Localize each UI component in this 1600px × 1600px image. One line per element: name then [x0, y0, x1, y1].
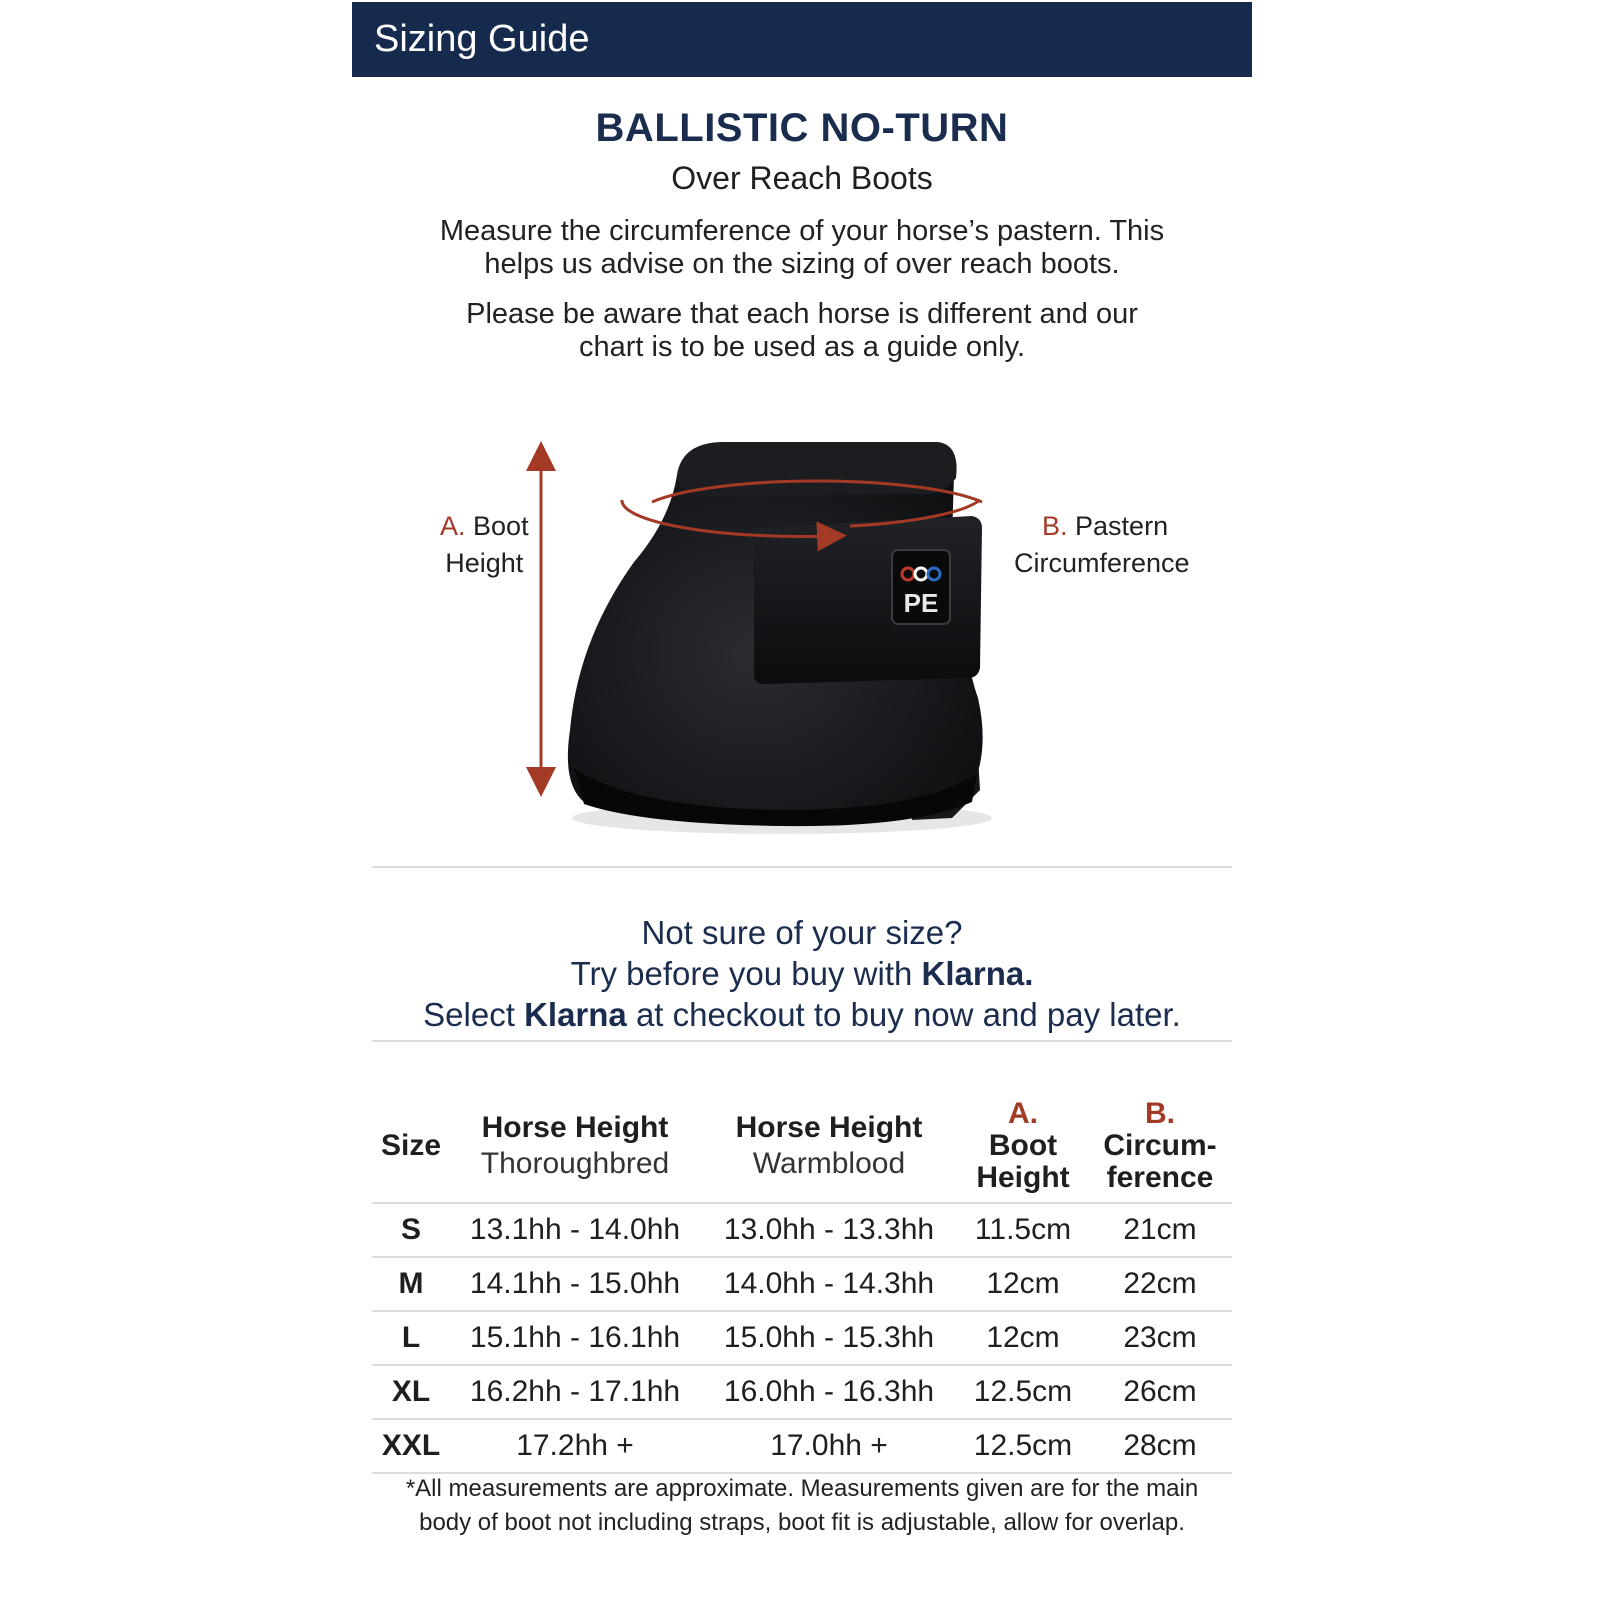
col-header-size: Size — [380, 1129, 442, 1162]
cell-circumference: 23cm — [1123, 1321, 1197, 1354]
header-bar — [352, 2, 1252, 77]
promo-line-2 — [352, 953, 1252, 994]
label-b-line1: Pastern — [1075, 511, 1169, 541]
label-a-line2: Height — [445, 548, 524, 578]
boot-illustration — [352, 430, 1252, 860]
cell-boot-height: 12cm — [986, 1267, 1060, 1300]
cell-warmblood: 15.0hh - 15.3hh — [723, 1321, 935, 1354]
cell-warmblood: 14.0hh - 14.3hh — [723, 1267, 935, 1300]
cell-boot-height: 12.5cm — [973, 1375, 1073, 1408]
disclaimer-line: Please be aware that each horse is different and our — [466, 298, 1138, 330]
cell-size: XL — [391, 1375, 431, 1408]
klarna-promo — [352, 912, 1252, 1035]
cell-warmblood: 16.0hh - 16.3hh — [723, 1375, 935, 1408]
cell-circumference: 21cm — [1123, 1213, 1197, 1246]
cell-size: M — [398, 1267, 424, 1300]
table-row — [372, 1203, 1232, 1257]
label-a-key: A. — [440, 511, 466, 541]
col-header-warmblood: Horse Height Warmblood — [735, 1111, 923, 1180]
footnote-line: *All measurements are approximate. Measurements given are for the main — [405, 1475, 1199, 1502]
footnote-line: body of boot not including straps, boot fit is adjustable, allow for overlap. — [419, 1509, 1185, 1536]
divider-bottom — [372, 1040, 1232, 1042]
table-row — [372, 1419, 1232, 1473]
label-a-line1: Boot — [473, 511, 529, 541]
cell-boot-height: 12cm — [986, 1321, 1060, 1354]
promo-line-3 — [352, 994, 1252, 1035]
cell-warmblood: 17.0hh + — [770, 1429, 888, 1462]
product-subtitle: Over Reach Boots — [671, 160, 933, 196]
cell-circumference: 26cm — [1123, 1375, 1197, 1408]
cell-thoroughbred: 13.1hh - 14.0hh — [469, 1213, 681, 1246]
cell-thoroughbred: 16.2hh - 17.1hh — [469, 1375, 681, 1408]
boot-collar — [677, 442, 957, 497]
table-row — [372, 1365, 1232, 1419]
col-header-circumference: B. Circum- ference — [1103, 1097, 1217, 1194]
label-boot-height — [440, 508, 529, 582]
cell-thoroughbred: 14.1hh - 15.0hh — [469, 1267, 681, 1300]
boot-diagram — [352, 430, 1252, 860]
promo-line-3-post: at checkout to buy now and pay later. — [626, 996, 1181, 1033]
cell-circumference: 22cm — [1123, 1267, 1197, 1300]
footnote — [352, 1472, 1252, 1540]
label-b-key: B. — [1042, 511, 1068, 541]
sizing-guide-page — [352, 0, 1252, 1600]
instructions-text — [352, 215, 1252, 281]
cell-boot-height: 12.5cm — [973, 1429, 1073, 1462]
label-pastern-circumference — [1014, 508, 1190, 582]
product-title: BALLISTIC NO-TURN — [595, 106, 1009, 150]
instructions-line: helps us advise on the sizing of over reach boots. — [484, 248, 1120, 280]
cell-size: S — [400, 1213, 421, 1246]
disclaimer-line: chart is to be used as a guide only. — [578, 331, 1026, 363]
page-title: Sizing Guide — [374, 18, 590, 60]
table-row — [372, 1311, 1232, 1365]
table-row — [372, 1257, 1232, 1311]
klarna-brand: Klarna — [524, 996, 627, 1033]
table-header-row — [372, 1090, 1232, 1203]
cell-warmblood: 13.0hh - 13.3hh — [723, 1213, 935, 1246]
promo-line-3-pre: Select — [423, 996, 525, 1033]
disclaimer-text — [352, 298, 1252, 364]
cell-boot-height: 11.5cm — [974, 1213, 1072, 1246]
klarna-brand: Klarna. — [921, 955, 1034, 992]
col-header-boot-height: A. Boot Height — [976, 1097, 1070, 1194]
divider-top — [372, 866, 1232, 868]
promo-line-2-text: Try before you buy with — [570, 955, 922, 992]
cell-size: XXL — [381, 1429, 441, 1462]
promo-line-1: Not sure of your size? — [641, 914, 963, 951]
label-b-line2: Circumference — [1014, 548, 1190, 578]
instructions-line: Measure the circumference of your horse’s pastern. This — [439, 215, 1165, 247]
size-table — [372, 1090, 1232, 1474]
cell-size: L — [401, 1321, 421, 1354]
logo-text: PE — [903, 588, 939, 618]
cell-thoroughbred: 17.2hh + — [516, 1429, 634, 1462]
col-header-thoroughbred: Horse Height Thoroughbred — [480, 1111, 670, 1180]
cell-circumference: 28cm — [1123, 1429, 1197, 1462]
cell-thoroughbred: 15.1hh - 16.1hh — [469, 1321, 681, 1354]
